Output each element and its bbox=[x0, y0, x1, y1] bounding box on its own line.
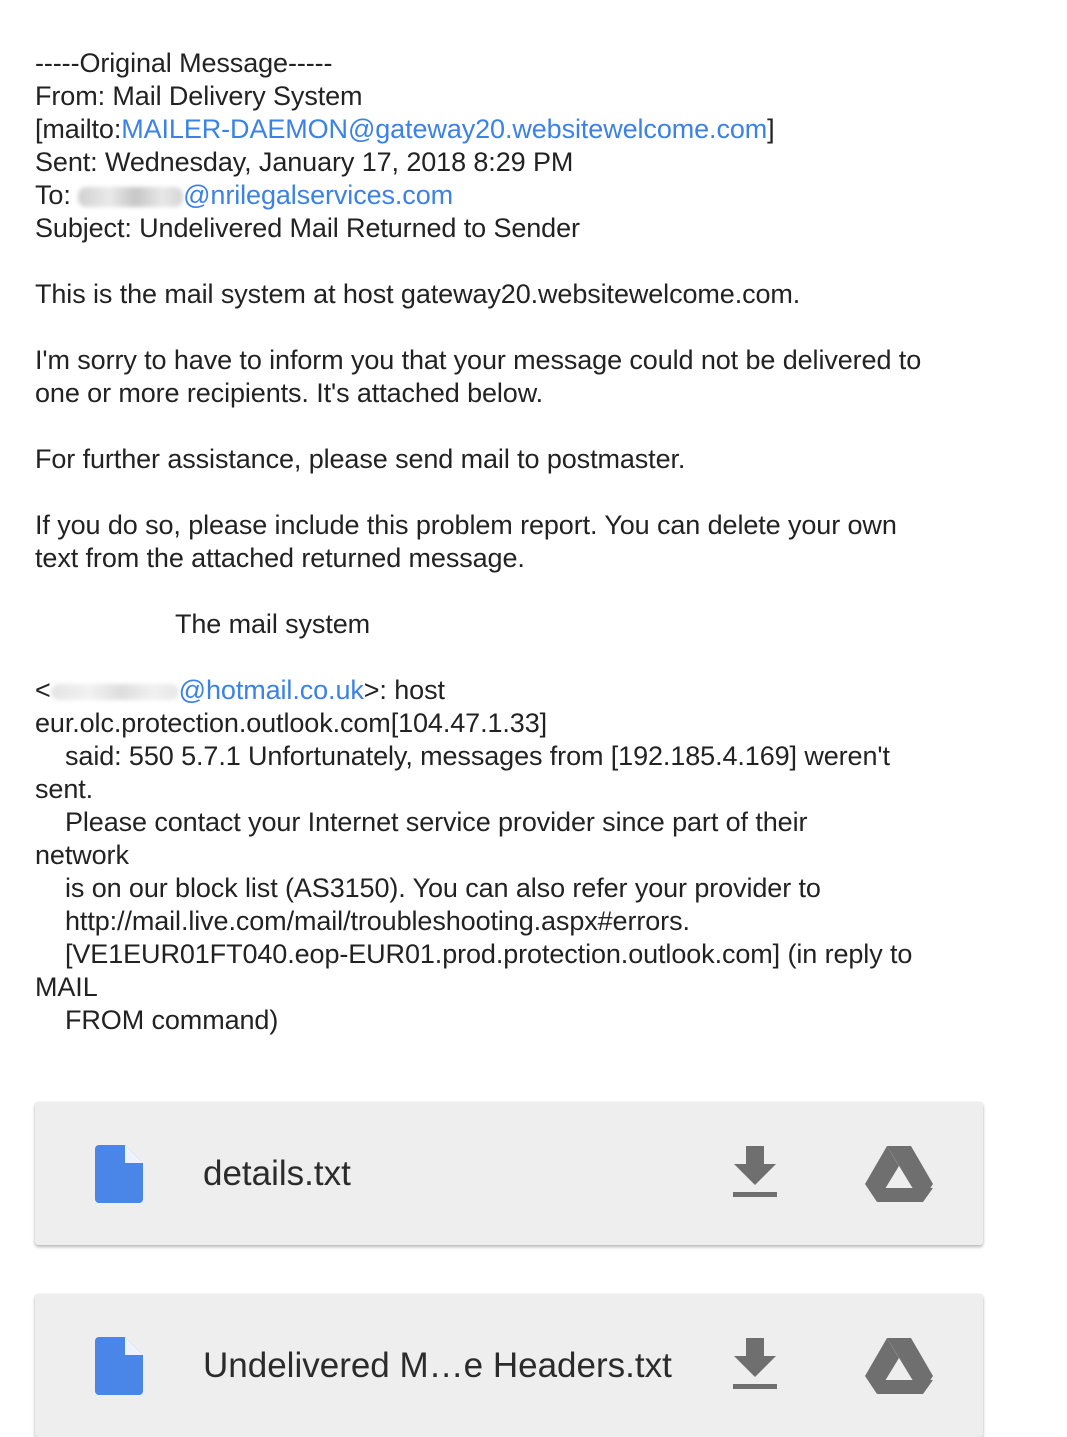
recipient-line bbox=[35, 674, 1035, 707]
recipient-close: >: host bbox=[363, 675, 445, 705]
body-paragraph-2-line-1: I'm sorry to have to inform you that your message could not be delivered to bbox=[35, 345, 922, 375]
file-icon bbox=[95, 1145, 143, 1203]
body-paragraph-4-line-2: text from the attached returned message. bbox=[35, 543, 525, 573]
error-line-5: network bbox=[35, 840, 129, 870]
redacted-recipient-local-part bbox=[51, 684, 179, 700]
to-address-link[interactable]: @nrilegalservices.com bbox=[183, 180, 454, 210]
attachment-card-details[interactable] bbox=[35, 1102, 983, 1245]
body-paragraph-4-line-1: If you do so, please include this problem report. You can delete your own bbox=[35, 510, 897, 540]
attachment-file-name: details.txt bbox=[203, 1154, 351, 1193]
to-label: To: bbox=[35, 180, 79, 210]
error-line-1: eur.olc.protection.outlook.com[104.47.1.33] bbox=[35, 708, 548, 738]
error-line-9: MAIL bbox=[35, 972, 98, 1002]
mailto-prefix: [mailto: bbox=[35, 114, 122, 144]
subject-line: Subject: Undelivered Mail Returned to Sender bbox=[35, 213, 580, 243]
error-line-10: FROM command) bbox=[65, 1005, 279, 1035]
hotmail-address-link[interactable]: @hotmail.co.uk bbox=[178, 675, 364, 705]
body-paragraph-1: This is the mail system at host gateway20.websitewelcome.com. bbox=[35, 279, 801, 309]
redacted-recipient-name bbox=[78, 187, 183, 207]
signature: The mail system bbox=[175, 609, 371, 639]
to-line bbox=[35, 179, 1035, 212]
mailer-daemon-link[interactable]: MAILER-DAEMON@gateway20.websitewelcome.com bbox=[121, 114, 768, 144]
error-line-7: http://mail.live.com/mail/troubleshooting.aspx#errors. bbox=[65, 906, 690, 936]
body-paragraph-3: For further assistance, please send mail to postmaster. bbox=[35, 444, 686, 474]
drive-icon[interactable] bbox=[865, 1338, 933, 1394]
body-paragraph-2-line-2: one or more recipients. It's attached below. bbox=[35, 378, 544, 408]
error-line-8: [VE1EUR01FT040.eop-EUR01.prod.protection.outlook.com] (in reply to bbox=[65, 939, 913, 969]
attachment-file-name: Undelivered M…e Headers.txt bbox=[203, 1346, 672, 1385]
file-icon bbox=[95, 1337, 143, 1395]
download-icon[interactable] bbox=[733, 1146, 777, 1198]
error-line-4: Please contact your Internet service provider since part of their bbox=[65, 807, 808, 837]
error-line-6: is on our block list (AS3150). You can also refer your provider to bbox=[65, 873, 821, 903]
error-line-3: sent. bbox=[35, 774, 94, 804]
recipient-open: < bbox=[35, 675, 51, 705]
attachment-card-headers[interactable] bbox=[35, 1294, 983, 1437]
drive-icon[interactable] bbox=[865, 1146, 933, 1202]
download-icon[interactable] bbox=[733, 1338, 777, 1390]
error-line-2: said: 550 5.7.1 Unfortunately, messages from [192.185.4.169] weren't bbox=[65, 741, 890, 771]
original-message-header: -----Original Message----- bbox=[35, 48, 333, 78]
sent-line: Sent: Wednesday, January 17, 2018 8:29 PM bbox=[35, 147, 574, 177]
from-line: From: Mail Delivery System bbox=[35, 81, 363, 111]
mailto-suffix: ] bbox=[767, 114, 775, 144]
mailto-line bbox=[35, 113, 1035, 146]
email-message-body bbox=[35, 47, 1035, 1037]
